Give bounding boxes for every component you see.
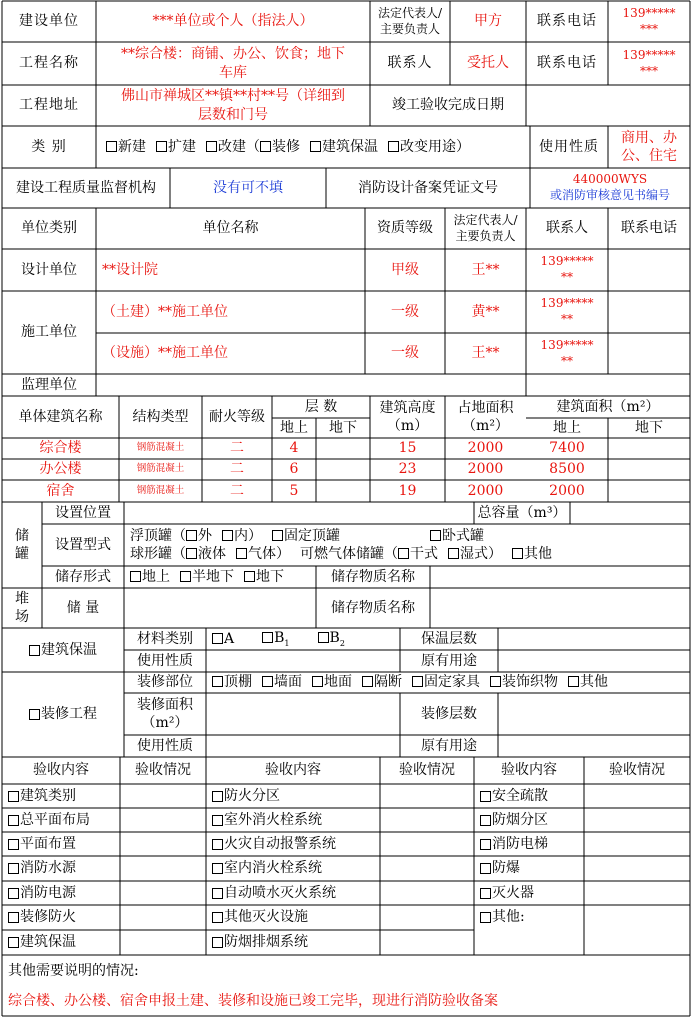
- fire-design-cert-label: 消防设计备案凭证文号: [358, 179, 498, 196]
- phone-label-2: 联系电话: [537, 55, 597, 72]
- category-options: [96, 126, 530, 168]
- bldg-row-3-fire-rating: 二: [230, 482, 244, 499]
- storage-tank-label: 储 罐: [15, 527, 29, 562]
- insulation-title-text: 建筑保温: [41, 641, 97, 658]
- bldg-row-3-below: [316, 480, 370, 502]
- yard-material-label: 储存物质名称: [331, 599, 415, 616]
- decoration-parts-options: [206, 672, 690, 693]
- category-insulation[interactable]: 建筑保温: [310, 138, 378, 156]
- bldg-header-floor-area: 建筑面积（m²）: [556, 398, 660, 415]
- legal-rep-label: 法定代表人/ 主要负责人: [377, 5, 443, 36]
- acc-building-category[interactable]: 建筑类别: [2, 784, 120, 808]
- category-rebuild[interactable]: 改建（: [206, 138, 260, 156]
- bldg-row-2-structure: 钢筋混凝土: [136, 463, 185, 475]
- unit-row-3-grade: 一级: [391, 345, 419, 362]
- acc-fire-compartment[interactable]: 防火分区: [206, 784, 380, 808]
- bldg-header-structure: 结构类型: [132, 408, 189, 425]
- bldg-row-2-fire-rating: 二: [230, 461, 244, 478]
- unit-row-3-contact: 139***** **: [540, 337, 594, 368]
- bldg-header-height: 建筑高度 （m）: [379, 399, 436, 434]
- bldg-header-land-area: 占地面积 （m²）: [457, 399, 514, 434]
- bldg-row-1-fire-rating: 二: [230, 440, 244, 457]
- acc-decoration-fire[interactable]: 装修防火: [2, 905, 120, 930]
- tank-floating-inner[interactable]: 内）: [222, 527, 262, 545]
- phone-value-1: 139***** ***: [622, 5, 676, 36]
- acc-smoke-exhaust[interactable]: 防烟排烟系统: [206, 930, 380, 955]
- decoration-floors-label: 装修层数: [421, 705, 477, 722]
- insulation-layers-label: 保温层数: [421, 630, 477, 647]
- tank-spherical-gas[interactable]: 气体）: [236, 545, 290, 563]
- tank-floating-roof: 浮顶罐（: [130, 527, 186, 544]
- supervision-org-label: 建设工程质量监督机构: [16, 179, 156, 196]
- address-label: 工程地址: [19, 97, 79, 114]
- units-header-phone: 联系电话: [621, 220, 677, 237]
- fire-design-cert-value: 440000WYS: [572, 172, 648, 187]
- unit-row-2-name: （土建）**施工单位: [102, 303, 228, 320]
- acc-floor-plan[interactable]: 平面布置: [2, 832, 120, 856]
- insulation-material-label: 材料类别: [137, 630, 193, 647]
- storage-form-label: 储存形式: [55, 568, 111, 585]
- bldg-row-1-name: 综合楼: [39, 440, 82, 457]
- bldg-row-1-below: [316, 438, 370, 459]
- legal-rep-value: 甲方: [474, 13, 502, 30]
- decoration-partition[interactable]: 隔断: [362, 673, 402, 691]
- storage-location-label: 设置位置: [55, 504, 111, 521]
- acceptance-content-header-2: 验收内容: [265, 762, 321, 779]
- unit-row-2-rep: 黄**: [471, 303, 500, 320]
- storage-total-capacity-label: 总容量（m³）: [477, 504, 567, 521]
- insulation-material-options: [206, 628, 400, 650]
- usage-label: 使用性质: [539, 138, 599, 155]
- unit-row-1-contact: 139***** **: [540, 254, 594, 284]
- acc-fire-water[interactable]: 消防水源: [2, 856, 120, 881]
- units-header-contact: 联系人: [546, 220, 588, 237]
- insulation-usage-label: 使用性质: [137, 652, 193, 669]
- project-name-label: 工程名称: [19, 55, 79, 72]
- acc-fire-power[interactable]: 消防电源: [2, 881, 120, 905]
- phone-label: 联系电话: [537, 13, 597, 30]
- bldg-row-1-land-area: 2000: [467, 440, 504, 457]
- decoration-usage-label: 使用性质: [137, 737, 193, 754]
- acc-outdoor-hydrant[interactable]: 室外消火栓系统: [206, 808, 380, 832]
- decoration-original-use-label: 原有用途: [421, 737, 477, 754]
- category-extend[interactable]: 扩建: [156, 138, 196, 156]
- notes-label: 其他需要说明的情况:: [8, 962, 139, 979]
- category-label: 类 别: [31, 138, 67, 155]
- design-unit-label: 设计单位: [21, 261, 77, 278]
- bldg-header-floors-below: 地下: [329, 419, 357, 436]
- construction-unit-label: 建设单位: [19, 13, 79, 30]
- decoration-wall[interactable]: 墙面: [262, 673, 302, 691]
- bldg-row-1-area-below: [608, 438, 690, 459]
- tank-horizontal[interactable]: 卧式罐: [430, 527, 484, 545]
- completion-date-value[interactable]: [526, 85, 690, 126]
- fire-design-cert: [530, 168, 690, 208]
- storage-yard-label: 堆 场: [15, 590, 29, 625]
- units-header-grade: 资质等级: [377, 220, 433, 237]
- completion-date-label: 竣工验收完成日期: [392, 97, 504, 114]
- supervision-org-value: 没有可不填: [213, 179, 283, 196]
- bldg-row-1-height: 15: [398, 440, 417, 457]
- bldg-row-1-above: 4: [289, 440, 299, 457]
- tank-spherical: 球形罐（: [130, 546, 186, 562]
- acceptance-status-header-1: 验收情况: [135, 762, 191, 779]
- bldg-header-area-above: 地上: [553, 419, 581, 436]
- acceptance-content-header-1: 验收内容: [33, 762, 89, 779]
- bldg-row-3-land-area: 2000: [467, 482, 504, 499]
- unit-row-1-grade: 甲级: [391, 261, 419, 278]
- category-change-use[interactable]: 改变用途）: [388, 138, 470, 156]
- decoration-area-label: 装修面积 （m²）: [137, 696, 193, 731]
- phone-value-2: 139***** ***: [622, 47, 676, 78]
- tank-fixed-roof[interactable]: 固定顶罐: [272, 527, 340, 545]
- storage-form-options: [124, 566, 316, 588]
- fire-design-cert-note: 或消防审核意见书编号: [549, 188, 670, 202]
- units-header-rep: 法定代表人/ 主要负责人: [453, 212, 518, 243]
- decoration-fabric[interactable]: 装饰织物: [490, 673, 558, 691]
- insulation-material-b2[interactable]: $B_2$: [318, 629, 345, 649]
- tank-gas-wet[interactable]: 湿式）: [448, 545, 502, 563]
- decoration-parts-label: 装修部位: [137, 674, 193, 691]
- bldg-row-3-name: 宿舍: [46, 482, 75, 499]
- unit-row-1-rep: 王**: [471, 261, 500, 278]
- decoration-ceiling[interactable]: 顶棚: [212, 673, 252, 691]
- acc-fire-elevator[interactable]: 消防电梯: [474, 832, 584, 856]
- acc-indoor-hydrant[interactable]: 室内消火栓系统: [206, 856, 380, 881]
- storage-form-ground[interactable]: 地上: [130, 568, 170, 586]
- bldg-row-2-land-area: 2000: [467, 461, 504, 478]
- storage-form-semi[interactable]: 半地下: [180, 568, 234, 586]
- acceptance-status-header-3: 验收情况: [609, 762, 665, 779]
- bldg-row-2-above: 6: [289, 461, 299, 478]
- contact-value: 受托人: [467, 55, 509, 72]
- insulation-title[interactable]: [2, 628, 124, 672]
- notes-value[interactable]: 综合楼、办公楼、宿舍申报土建、装修和设施已竣工完毕，现进行消防验收备案: [8, 992, 498, 1009]
- insulation-material-b1[interactable]: $B_1$: [262, 629, 289, 649]
- acc-evacuation[interactable]: 安全疏散: [474, 784, 584, 808]
- construction-unit-type-label: 施工单位: [21, 324, 77, 341]
- storage-material-label: 储存物质名称: [331, 568, 415, 585]
- decoration-title-text: 装修工程: [41, 706, 97, 723]
- bldg-row-3-above: 5: [289, 482, 299, 499]
- storage-type-label: 设置型式: [55, 536, 111, 553]
- bldg-header-fire-rating: 耐火等级: [209, 408, 265, 425]
- acc-site-layout[interactable]: 总平面布局: [2, 808, 120, 832]
- bldg-header-floors: 层 数: [304, 398, 338, 415]
- bldg-row-3-structure: 钢筋混凝土: [136, 484, 185, 496]
- category-new[interactable]: 新建: [106, 138, 146, 156]
- bldg-row-2-height: 23: [398, 461, 417, 478]
- tank-floating-outer[interactable]: 外: [186, 527, 212, 545]
- acc-sprinkler[interactable]: 自动喷水灭火系统: [206, 881, 380, 905]
- bldg-row-2-name: 办公楼: [39, 461, 82, 478]
- address-value: 佛山市禅城区**镇**村**号（详细到 层数和门号: [121, 88, 345, 123]
- bldg-header-floors-above: 地上: [280, 419, 308, 436]
- decoration-other[interactable]: 其他: [568, 673, 608, 691]
- bldg-row-3-area-below: [608, 480, 690, 502]
- acceptance-status-header-2: 验收情况: [399, 762, 455, 779]
- bldg-row-2-below: [316, 459, 370, 480]
- unit-row-2-grade: 一级: [391, 303, 419, 320]
- unit-row-2-contact: 139***** **: [540, 296, 594, 326]
- decoration-furniture[interactable]: 固定家具: [412, 673, 480, 691]
- acc-explosion-proof[interactable]: 防爆: [474, 856, 584, 881]
- storage-quantity-label: 储 量: [66, 599, 100, 616]
- acceptance-content-header-3: 验收内容: [501, 762, 557, 779]
- acc-smoke-compartment[interactable]: 防烟分区: [474, 808, 584, 832]
- acc-insulation[interactable]: 建筑保温: [2, 930, 120, 955]
- contact-label: 联系人: [387, 55, 433, 72]
- bldg-row-2-area-above: 8500: [549, 461, 585, 478]
- units-header-type: 单位类别: [21, 220, 77, 237]
- tank-other[interactable]: 其他: [512, 545, 552, 563]
- bldg-row-2-area-below: [608, 459, 690, 480]
- acc-other[interactable]: 其他:: [474, 905, 584, 930]
- tank-spherical-liquid[interactable]: 液体: [186, 545, 226, 563]
- bldg-header-area-below: 地下: [635, 419, 663, 436]
- tank-gas-dry[interactable]: 干式: [398, 545, 438, 563]
- bldg-header-name: 单体建筑名称: [18, 408, 103, 425]
- storage-type-options: [124, 524, 690, 566]
- insulation-material-a[interactable]: A: [212, 630, 234, 648]
- bldg-row-1-structure: 钢筋混凝土: [136, 442, 185, 454]
- acc-fire-alarm[interactable]: 火灾自动报警系统: [206, 832, 380, 856]
- project-name-value: **综合楼：商铺、办公、饮食；地下 车库: [121, 46, 345, 81]
- construction-unit-value: ***单位或个人（指法人）: [152, 13, 314, 30]
- unit-row-3-name: （设施）**施工单位: [102, 345, 228, 362]
- unit-row-1-name: **设计院: [102, 261, 158, 278]
- unit-row-3-rep: 王**: [471, 345, 500, 362]
- usage-value: 商用、办 公、住宅: [621, 129, 677, 164]
- acc-extinguisher[interactable]: 灭火器: [474, 881, 584, 905]
- decoration-floor[interactable]: 地面: [312, 673, 352, 691]
- tank-gas: 可燃气体储罐（: [300, 546, 398, 562]
- category-decoration[interactable]: 装修: [260, 138, 300, 156]
- storage-form-under[interactable]: 地下: [244, 568, 284, 586]
- units-header-name: 单位名称: [202, 220, 259, 237]
- decoration-title[interactable]: [2, 672, 124, 757]
- bldg-row-3-area-above: 2000: [549, 482, 585, 499]
- insulation-original-use-label: 原有用途: [421, 652, 477, 669]
- supervision-unit-label: 监理单位: [21, 376, 77, 393]
- acc-other-extinguishing[interactable]: 其他灭火设施: [206, 905, 380, 930]
- bldg-row-1-area-above: 7400: [549, 440, 585, 457]
- bldg-row-3-height: 19: [398, 482, 417, 499]
